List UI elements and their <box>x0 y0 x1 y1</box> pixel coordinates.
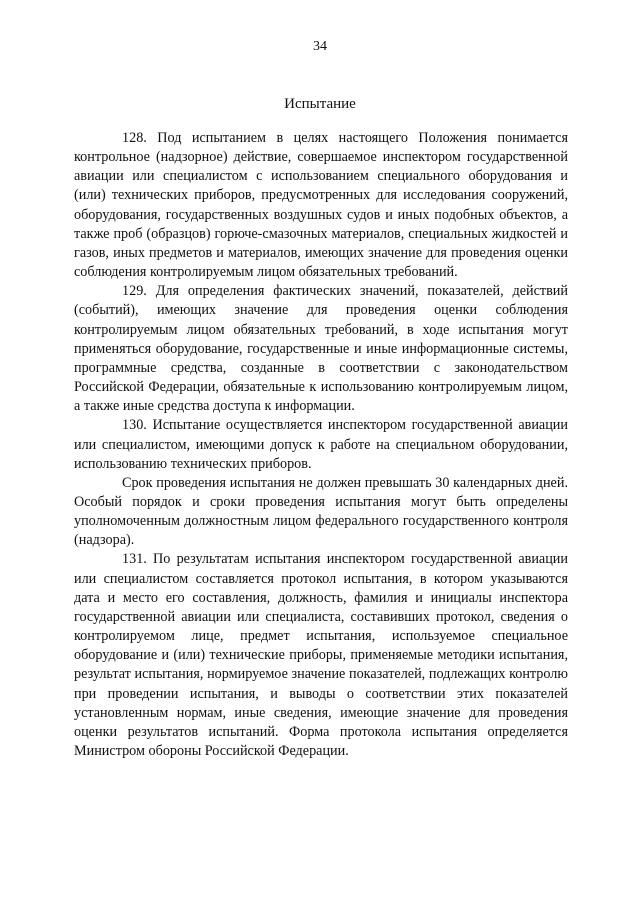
paragraph-128: 128. Под испытанием в целях настоящего Положения понимается контрольное (надзорное) действие, совершаемое инспектором государственной авиации или специалистом с использованием специального оборудования и (или) технических приборов, предусмотренных для исследования сооружений, оборудования, государственных воздушных судов и иных подобных объектов, а также проб (образцов) горюче-смазочных материалов, специальных жидкостей и газов, иных предметов и материалов, имеющих значение для проведения оценки соблюдения контролируемым лицом обязательных требований. <box>74 130 568 281</box>
paragraph-130: 130. Испытание осуществляется инспектором государственной авиации или специалистом, имеющими допуск к работе на специальном оборудовании, использованию технических приборов. <box>74 417 568 472</box>
body-text <box>74 129 568 761</box>
paragraph-131: 131. По результатам испытания инспектором государственной авиации или специалистом составляется протокол испытания, в котором указываются дата и место его составления, должность, фамилия и инициалы инспектора государственной авиации или специалиста, составивших протокол, сведения о контролируемом лице, предмет испытания, используемое специальное оборудование и (или) технические приборы, применяемые методики испытания, результат испытания, нормируемое значение показателей, подлежащих контролю при проведении испытания, и выводы о соответствии этих показателей установленным нормам, иные сведения, имеющие значение для проведения оценки результатов испытаний. Форма протокола испытания определяется Министром обороны Российской Федерации. <box>74 551 568 759</box>
page-number: 34 <box>313 39 327 54</box>
section-title: Испытание <box>284 96 356 112</box>
paragraph-test-duration: Срок проведения испытания не должен превышать 30 календарных дней. Особый порядок и сроки проведения испытания могут быть определены уполномоченным должностным лицом федерального государственного контроля (надзора). <box>74 474 568 549</box>
paragraph-129: 129. Для определения фактических значений, показателей, действий (событий), имеющих значение для проведения оценки соблюдения контролируемым лицом обязательных требований, в ходе испытания могут применяться оборудование, государственные и иные информационные системы, программные средства, созданные в соответствии с законодательством Российской Федерации, обязательные к использованию контролируемым лицом, а также иные средства доступа к информации. <box>74 283 568 415</box>
